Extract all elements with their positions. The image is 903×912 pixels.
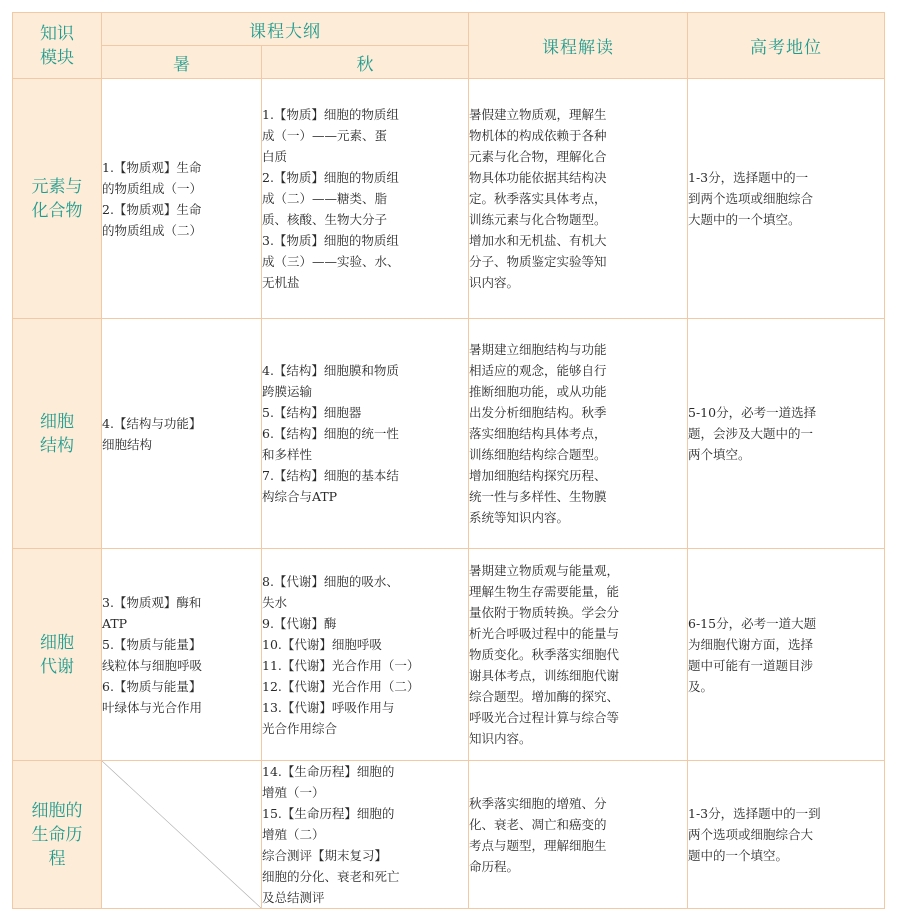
cell-text-line: 及。 (688, 678, 714, 694)
cell-text-line: 到两个选项或细胞综合 (688, 191, 814, 206)
header-exam-status: 高考地位 (688, 13, 885, 79)
cell-text-line: 14.【生命历程】细胞的 (262, 764, 395, 779)
cell-text-line: 题中的一个填空。 (688, 848, 789, 863)
cell-text-line: 系统等知识内容。 (469, 510, 570, 525)
interpretation-cell (469, 79, 688, 319)
interpretation-cell (469, 319, 688, 549)
syllabus-table (12, 12, 885, 909)
cell-text-line: 的物质组成（二） (102, 222, 203, 238)
autumn-cell (262, 761, 469, 909)
cell-text-line: 7.【结构】细胞的基本结 (262, 468, 399, 483)
module-label: 细胞的 生命历 程 (31, 800, 83, 869)
cell-text-line: 质、核酸、生物大分子 (262, 212, 388, 227)
cell-text-line: 物机体的构成依赖于各种 (469, 128, 607, 143)
cell-text-line: 3.【物质】细胞的物质组 (262, 233, 399, 248)
cell-text-line: 及总结测评 (262, 890, 325, 905)
cell-text-line: 4.【结构与功能】 (102, 415, 202, 431)
cell-text-line: 3.【物质观】酶和 (102, 594, 202, 610)
cell-text-line: 化、衰老、凋亡和癌变的 (469, 816, 607, 832)
cell-text-line: 秋季落实细胞的增殖、分 (469, 795, 607, 811)
cell-text-line: 综合测评【期末复习】 (262, 848, 388, 863)
header-autumn: 秋 (262, 46, 469, 79)
cell-text-line: 1-3分，选择题中的一 (688, 170, 809, 185)
cell-text-line: 物具体功能依据其结构决 (469, 170, 607, 185)
cell-text-line: 推断细胞功能，或从功能 (469, 384, 607, 399)
cell-text-line: 6-15分，必考一道大题 (688, 615, 817, 631)
empty-diagonal-cell (102, 761, 262, 909)
cell-text-line: 暑假建立物质观，理解生 (469, 107, 607, 122)
cell-text-line: 两个填空。 (688, 447, 751, 462)
cell-text-line: 和多样性 (262, 447, 313, 462)
exam-status-cell (688, 549, 885, 761)
module-cell (13, 549, 102, 761)
table-row (13, 319, 885, 549)
cell-text-line: 分子、物质鉴定实验等知 (469, 254, 607, 269)
cell-text-line: 为细胞代谢方面，选择 (688, 636, 814, 652)
cell-text-line: 2.【物质观】生命 (102, 201, 202, 217)
module-cell (13, 761, 102, 909)
module-cell (13, 319, 102, 549)
table-row (13, 549, 885, 761)
cell-text-line: 12.【代谢】光合作用（二） (262, 678, 420, 694)
cell-text-line: 定。秋季落实具体考点， (469, 191, 607, 206)
cell-text-line: 跨膜运输 (262, 384, 313, 399)
cell-text-line: 6.【结构】细胞的统一性 (262, 426, 399, 441)
module-cell (13, 79, 102, 319)
cell-text-line: 5.【结构】细胞器 (262, 405, 362, 420)
cell-text-line: 题，会涉及大题中的一 (688, 426, 814, 441)
header-module (13, 13, 102, 79)
cell-text-line: 增加细胞结构探究历程、 (469, 468, 607, 483)
cell-text-line: 训练元素与化合物题型。 (469, 212, 607, 227)
exam-status-cell (688, 761, 885, 909)
cell-text-line: 训练细胞结构综合题型。 (469, 447, 607, 462)
cell-text-line: 10.【代谢】细胞呼吸 (262, 636, 382, 652)
cell-text-line: 5.【物质与能量】 (102, 636, 202, 652)
cell-text-line: 成（三）——实验、水、 (262, 254, 400, 269)
cell-text-line: 析光合呼吸过程中的能量与 (469, 626, 620, 641)
cell-text-line: 1.【物质观】生命 (102, 159, 202, 175)
cell-text-line: 两个选项或细胞综合大 (688, 827, 814, 842)
cell-text-line: 13.【代谢】呼吸作用与 (262, 699, 395, 715)
cell-text-line: 增加水和无机盐、有机大 (469, 233, 607, 248)
interpretation-cell (469, 761, 688, 909)
cell-text-line: 谢具体考点，训练细胞代谢 (469, 668, 620, 683)
cell-text-line: 失水 (262, 594, 288, 610)
cell-text-line: 4.【结构】细胞膜和物质 (262, 363, 399, 378)
exam-status-cell (688, 79, 885, 319)
cell-text-line: 6.【物质与能量】 (102, 678, 202, 694)
cell-text-line: 暑期建立细胞结构与功能 (469, 342, 607, 357)
cell-text-line: 识内容。 (469, 275, 520, 290)
module-label: 细胞 代谢 (40, 632, 74, 677)
cell-text-line: 理解生物生存需要能量，能 (469, 584, 620, 599)
cell-text-line: 落实细胞结构具体考点， (469, 426, 607, 441)
cell-text-line: 11.【代谢】光合作用（一） (262, 657, 420, 673)
cell-text-line: 考点与题型，理解细胞生 (469, 837, 607, 853)
header-summer: 暑 (102, 46, 262, 79)
module-label: 细胞 结构 (40, 411, 74, 456)
cell-text-line: 综合题型。增加酶的探究、 (469, 689, 620, 704)
cell-text-line: 题中可能有一道题目涉 (688, 657, 814, 673)
cell-text-line: 白质 (262, 149, 288, 164)
cell-text-line: 统一性与多样性、生物膜 (469, 489, 607, 504)
cell-text-line: 知识内容。 (469, 731, 532, 746)
cell-text-line: 大题中的一个填空。 (688, 212, 801, 227)
autumn-cell (262, 79, 469, 319)
cell-text-line: 元素与化合物，理解化合 (469, 149, 607, 164)
cell-text-line: 成（一）——元素、蛋 (262, 128, 388, 143)
autumn-cell (262, 319, 469, 549)
cell-text-line: 物质变化。秋季落实细胞代 (469, 647, 620, 662)
exam-status-cell (688, 319, 885, 549)
cell-text-line: 9.【代谢】酶 (262, 615, 337, 631)
cell-text-line: 成（二）——糖类、脂 (262, 191, 388, 206)
cell-text-line: 5-10分，必考一道选择 (688, 405, 817, 420)
summer-cell (102, 319, 262, 549)
cell-text-line: 构综合与ATP (262, 489, 338, 504)
table-row (13, 79, 885, 319)
cell-text-line: 呼吸光合过程计算与综合等 (469, 710, 620, 725)
summer-cell (102, 79, 262, 319)
cell-text-line: 细胞的分化、衰老和死亡 (262, 869, 400, 884)
cell-text-line: 线粒体与细胞呼吸 (102, 657, 203, 673)
interpretation-cell (469, 549, 688, 761)
cell-text-line: 1.【物质】细胞的物质组 (262, 107, 399, 122)
cell-text-line: 量依附于物质转换。学会分 (469, 605, 620, 620)
header-module-label: 知识 模块 (40, 23, 74, 68)
header-syllabus: 课程大纲 (102, 13, 469, 46)
cell-text-line: 光合作用综合 (262, 720, 338, 736)
table-row (13, 761, 885, 909)
summer-cell (102, 549, 262, 761)
cell-text-line: 1-3分，选择题中的一到 (688, 806, 821, 821)
header-interpretation: 课程解读 (469, 13, 688, 79)
cell-text-line: 细胞结构 (102, 436, 153, 452)
cell-text-line: ATP (102, 615, 128, 631)
cell-text-line: 暑期建立物质观与能量观， (469, 563, 620, 578)
cell-text-line: 命历程。 (469, 858, 520, 874)
cell-text-line: 8.【代谢】细胞的吸水、 (262, 573, 399, 589)
cell-text-line: 增殖（一） (262, 785, 325, 800)
cell-text-line: 相适应的观念，能够自行 (469, 363, 607, 378)
cell-text-line: 出发分析细胞结构。秋季 (469, 405, 607, 420)
cell-text-line: 无机盐 (262, 275, 300, 290)
diagonal-line (102, 761, 261, 908)
cell-text-line: 15.【生命历程】细胞的 (262, 806, 395, 821)
cell-text-line: 的物质组成（一） (102, 180, 203, 196)
autumn-cell (262, 549, 469, 761)
cell-text-line: 叶绿体与光合作用 (102, 699, 203, 715)
cell-text-line: 增殖（二） (262, 827, 325, 842)
module-label: 元素与 化合物 (31, 176, 83, 221)
diagonal-stroke (102, 761, 261, 908)
cell-text-line: 2.【物质】细胞的物质组 (262, 170, 399, 185)
